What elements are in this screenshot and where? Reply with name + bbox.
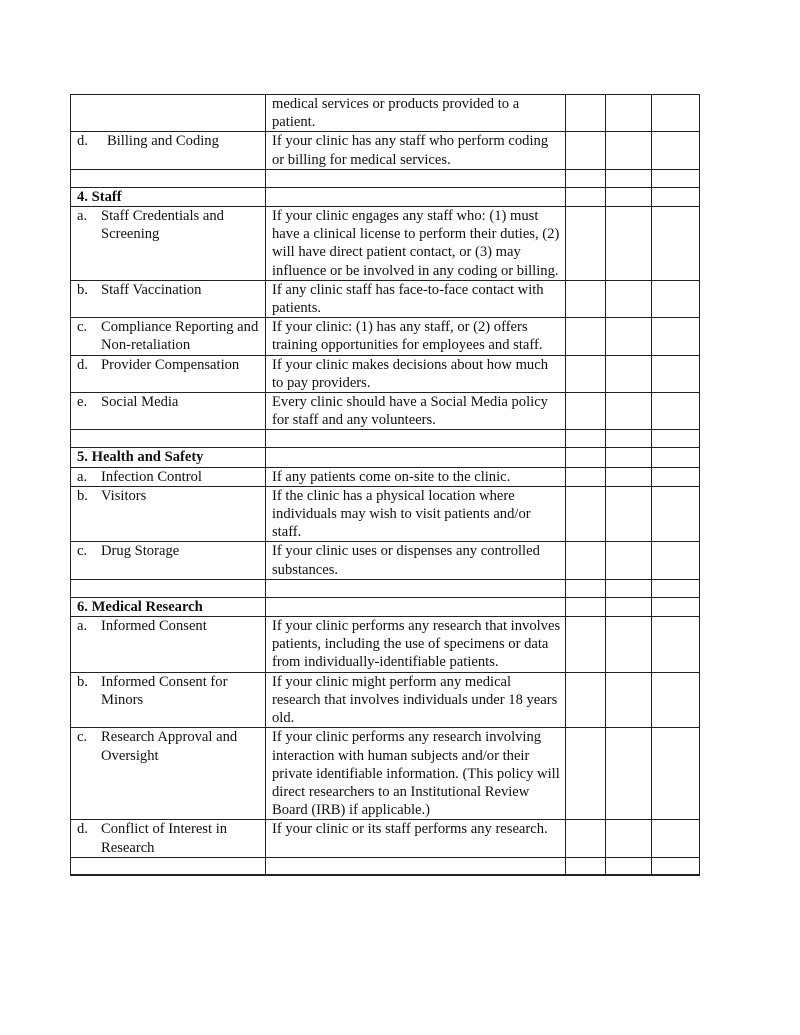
- table-row: [71, 672, 700, 728]
- item-letter: b.: [77, 673, 88, 690]
- check-cell[interactable]: [606, 95, 652, 132]
- policy-condition: If your clinic performs any research that involves patients, including the use of specimens or data from individually-identifiable patients.: [266, 617, 566, 673]
- policy-name: Conflict of Interest in Research: [101, 821, 228, 856]
- policy-condition: If your clinic: (1) has any staff, or (2) offers training opportunities for employees and staff.: [266, 318, 566, 355]
- item-letter: a.: [77, 208, 88, 225]
- policy-name: Drug Storage: [101, 543, 180, 560]
- item-letter: c.: [77, 729, 88, 746]
- check-cell[interactable]: [652, 207, 700, 281]
- blank-row: [71, 857, 700, 875]
- check-cell[interactable]: [652, 355, 700, 392]
- table-row: [71, 728, 700, 820]
- check-cell[interactable]: [652, 617, 700, 673]
- policy-condition: If your clinic might perform any medical research that involves individuals under 18 years old.: [266, 672, 566, 728]
- check-cell[interactable]: [652, 542, 700, 579]
- section-heading: 5. Health and Safety: [71, 448, 266, 467]
- item-letter: a.: [77, 468, 88, 485]
- check-cell[interactable]: [652, 318, 700, 355]
- policy-name: Research Approval and Oversight: [101, 729, 238, 764]
- policy-name-cell: [71, 318, 266, 355]
- check-cell[interactable]: [566, 207, 606, 281]
- check-cell[interactable]: [652, 280, 700, 317]
- section-row: [71, 448, 700, 467]
- policy-condition: If your clinic engages any staff who: (1) must have a clinical license to perform their duties, (2) will have direct patient contact, or (3) may influence or be involved in any coding or billing.: [266, 207, 566, 281]
- check-cell[interactable]: [606, 542, 652, 579]
- item-letter: d.: [77, 133, 88, 150]
- policy-name-cell: [71, 393, 266, 430]
- check-cell[interactable]: [652, 393, 700, 430]
- policy-name: Infection Control: [101, 468, 202, 485]
- check-cell[interactable]: [606, 672, 652, 728]
- policy-checklist-table: [70, 94, 700, 876]
- policy-name: Provider Compensation: [101, 356, 240, 373]
- policy-name: Billing and Coding: [107, 133, 219, 150]
- table-row: [71, 95, 700, 132]
- policy-name: Compliance Reporting and Non-retaliation: [101, 319, 259, 354]
- check-cell[interactable]: [566, 728, 606, 820]
- table-row: [71, 617, 700, 673]
- policy-name-cell: [71, 132, 266, 169]
- policy-name: Social Media: [101, 394, 179, 411]
- policy-name: Staff Vaccination: [101, 281, 202, 298]
- policy-name-cell: [71, 280, 266, 317]
- blank-row: [71, 579, 700, 597]
- table-row: [71, 280, 700, 317]
- policy-condition: If your clinic or its staff performs any research.: [266, 820, 566, 857]
- check-cell[interactable]: [566, 318, 606, 355]
- check-cell[interactable]: [652, 728, 700, 820]
- policy-name: Staff Credentials and Screening: [101, 208, 224, 243]
- blank-row: [71, 430, 700, 448]
- check-cell[interactable]: [652, 820, 700, 857]
- check-cell[interactable]: [566, 393, 606, 430]
- policy-name-cell: [71, 467, 266, 486]
- check-cell[interactable]: [606, 393, 652, 430]
- check-cell[interactable]: [652, 486, 700, 542]
- policy-name: Informed Consent: [101, 618, 207, 635]
- check-cell[interactable]: [566, 820, 606, 857]
- section-heading: 6. Medical Research: [71, 597, 266, 616]
- check-cell[interactable]: [606, 318, 652, 355]
- check-cell[interactable]: [606, 728, 652, 820]
- item-letter: d.: [77, 356, 88, 373]
- item-letter: b.: [77, 487, 88, 504]
- policy-condition: If any clinic staff has face-to-face contact with patients.: [266, 280, 566, 317]
- check-cell[interactable]: [566, 486, 606, 542]
- item-letter: d.: [77, 821, 88, 838]
- table-row: [71, 207, 700, 281]
- check-cell[interactable]: [566, 542, 606, 579]
- table-row: [71, 542, 700, 579]
- policy-name-cell: [71, 820, 266, 857]
- policy-name-cell: [71, 542, 266, 579]
- check-cell[interactable]: [652, 672, 700, 728]
- check-cell[interactable]: [566, 132, 606, 169]
- policy-condition: If any patients come on-site to the clinic.: [266, 467, 566, 486]
- check-cell[interactable]: [652, 132, 700, 169]
- table-row: [71, 318, 700, 355]
- policy-condition: If your clinic performs any research involving interaction with human subjects and/or their private identifiable information. (This policy will direct researchers to an Institutional Review Board (IRB) if applicable.): [266, 728, 566, 820]
- check-cell[interactable]: [606, 467, 652, 486]
- policy-name-cell: [71, 95, 266, 132]
- section-row: [71, 597, 700, 616]
- check-cell[interactable]: [566, 617, 606, 673]
- check-cell[interactable]: [606, 207, 652, 281]
- table-row: [71, 486, 700, 542]
- check-cell[interactable]: [652, 95, 700, 132]
- check-cell[interactable]: [606, 280, 652, 317]
- policy-name: Visitors: [101, 487, 147, 504]
- check-cell[interactable]: [652, 467, 700, 486]
- item-letter: e.: [77, 394, 88, 411]
- check-cell[interactable]: [566, 355, 606, 392]
- policy-name: Informed Consent for Minors: [101, 673, 228, 708]
- section-row: [71, 187, 700, 206]
- table-row: [71, 467, 700, 486]
- check-cell[interactable]: [606, 617, 652, 673]
- item-letter: b.: [77, 281, 88, 298]
- policy-condition: If your clinic has any staff who perform coding or billing for medical services.: [266, 132, 566, 169]
- check-cell[interactable]: [606, 486, 652, 542]
- check-cell[interactable]: [566, 467, 606, 486]
- policy-name-cell: [71, 617, 266, 673]
- check-cell[interactable]: [606, 132, 652, 169]
- item-letter: c.: [77, 543, 88, 560]
- policy-name-cell: [71, 486, 266, 542]
- check-cell[interactable]: [566, 280, 606, 317]
- check-cell[interactable]: [606, 820, 652, 857]
- table-row: [71, 820, 700, 857]
- check-cell[interactable]: [566, 95, 606, 132]
- table-row: [71, 393, 700, 430]
- blank-row: [71, 169, 700, 187]
- policy-name-cell: [71, 207, 266, 281]
- check-cell[interactable]: [566, 672, 606, 728]
- policy-name-cell: [71, 728, 266, 820]
- section-heading: 4. Staff: [71, 187, 266, 206]
- policy-condition: medical services or products provided to a patient.: [266, 95, 566, 132]
- table-row: [71, 132, 700, 169]
- table-row: [71, 355, 700, 392]
- item-letter: a.: [77, 618, 88, 635]
- policy-condition: If your clinic makes decisions about how much to pay providers.: [266, 355, 566, 392]
- check-cell[interactable]: [606, 355, 652, 392]
- policy-condition: If your clinic uses or dispenses any controlled substances.: [266, 542, 566, 579]
- policy-condition: If the clinic has a physical location where individuals may wish to visit patients and/or staff.: [266, 486, 566, 542]
- policy-name-cell: [71, 355, 266, 392]
- policy-name-cell: [71, 672, 266, 728]
- policy-condition: Every clinic should have a Social Media policy for staff and any volunteers.: [266, 393, 566, 430]
- item-letter: c.: [77, 319, 88, 336]
